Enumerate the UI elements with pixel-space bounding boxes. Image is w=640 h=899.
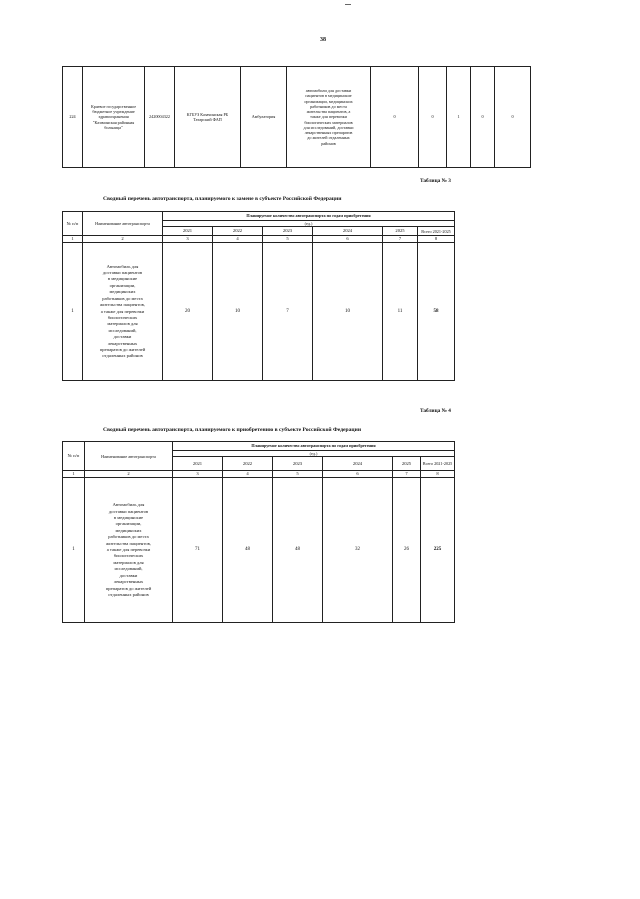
facility-table xyxy=(62,66,531,168)
table4-title: Сводный перечень автотранспорта, планируемого к приобретению в субъекте Российской Федерации xyxy=(103,427,362,433)
value-cell: 10 xyxy=(213,243,263,381)
value-cell: 48 xyxy=(223,478,273,623)
row-number: 1 xyxy=(63,478,85,623)
table3-title: Сводный перечень автотранспорта, планируемого к замене в субъекте Российской Федерации xyxy=(103,196,342,202)
value-cell: 26 xyxy=(393,478,421,623)
acquisition-table xyxy=(62,441,455,623)
index-cell: 2 xyxy=(83,236,163,243)
index-cell: 2 xyxy=(85,471,173,478)
index-cell: 1 xyxy=(63,236,83,243)
institution-name: Краевое государственное бюджетное учреждение здравоохранения "Казачинская районная больница" xyxy=(83,67,145,168)
table-row xyxy=(63,478,455,623)
index-cell: 3 xyxy=(163,236,213,243)
col-number-header: № п/п xyxy=(63,212,83,236)
total-header: Всего 2021-2025 xyxy=(421,457,455,471)
year-header: 2021 xyxy=(173,457,223,471)
year-header: 2021 xyxy=(163,227,213,236)
year-header: 2022 xyxy=(223,457,273,471)
index-cell: 5 xyxy=(263,236,313,243)
vehicle-purpose: автомобили для доставки пациентов в медицинские организации, медицинских работников до места жительства пациентов, а также для перевозки биологических материалов для исследований, доставки лекарственных препаратов до жителей отдаленных районов xyxy=(287,67,371,168)
year-header: 2024 xyxy=(323,457,393,471)
value-cell: 48 xyxy=(273,478,323,623)
total-cell: 58 xyxy=(418,243,455,381)
value-cell: 32 xyxy=(323,478,393,623)
value-cell: 20 xyxy=(163,243,213,381)
scan-mark xyxy=(345,4,351,5)
value-cell: 11 xyxy=(383,243,418,381)
row-number: 1 xyxy=(63,243,83,381)
value-cell: 0 xyxy=(419,67,447,168)
value-cell: 7 xyxy=(263,243,313,381)
index-cell: 4 xyxy=(223,471,273,478)
year-header: 2023 xyxy=(263,227,313,236)
year-header: 2024 xyxy=(313,227,383,236)
page-number: 38 xyxy=(320,37,326,43)
total-cell: 225 xyxy=(421,478,455,623)
col-number-header: № п/п xyxy=(63,442,85,471)
replacement-table xyxy=(62,211,455,381)
index-cell: 1 xyxy=(63,471,85,478)
index-cell: 6 xyxy=(313,236,383,243)
value-cell: 0 xyxy=(495,67,531,168)
value-cell: 71 xyxy=(173,478,223,623)
index-cell: 8 xyxy=(421,471,455,478)
index-cell: 4 xyxy=(213,236,263,243)
unit-label: (ед.) xyxy=(173,451,455,457)
table-row xyxy=(63,243,455,381)
col-name-header: Наименование автотранспорта xyxy=(83,212,163,236)
facility-type: Амбулатория xyxy=(241,67,287,168)
year-header: 2025 xyxy=(393,457,421,471)
year-header: 2025 xyxy=(383,227,418,236)
index-cell: 5 xyxy=(273,471,323,478)
vehicle-name: Автомобиль для доставки пациентов в медицинские организации, медицинских работников до места жительства пациентов, а также для перевозки биологических материалов для исследований, доставки лекарственных препаратов до жителей отдаленных районов xyxy=(85,478,173,623)
value-cell: 1 xyxy=(447,67,471,168)
facility-name: КГБУЗ Казачинская РБ Татарский ФАП xyxy=(175,67,241,168)
index-cell: 3 xyxy=(173,471,223,478)
value-cell: 10 xyxy=(313,243,383,381)
table4-label: Таблица № 4 xyxy=(420,408,451,414)
index-cell: 6 xyxy=(323,471,393,478)
total-header: Всего 2021-2025 xyxy=(418,227,455,236)
year-header: 2023 xyxy=(273,457,323,471)
value-cell: 0 xyxy=(371,67,419,168)
inn-code: 2420004322 xyxy=(145,67,175,168)
year-header: 2022 xyxy=(213,227,263,236)
table-row xyxy=(63,67,531,168)
group-header: Планируемое количество автотранспорта по годам приобретения xyxy=(173,442,455,451)
index-cell: 7 xyxy=(393,471,421,478)
vehicle-name: Автомобиль для доставки пациентов в медицинские организации, медицинских работников до места жительства пациентов, а также для перевозки биологических материалов для исследований, доставки лекарственных препаратов до жителей отдаленных районов xyxy=(83,243,163,381)
col-name-header: Наименование автотранспорта xyxy=(85,442,173,471)
index-cell: 8 xyxy=(418,236,455,243)
unit-label: (ед.) xyxy=(163,221,455,227)
table3-label: Таблица № 3 xyxy=(420,178,451,184)
group-header: Планируемое количество автотранспорта по годам приобретения xyxy=(163,212,455,221)
row-number: 224 xyxy=(63,67,83,168)
index-cell: 7 xyxy=(383,236,418,243)
value-cell: 0 xyxy=(471,67,495,168)
